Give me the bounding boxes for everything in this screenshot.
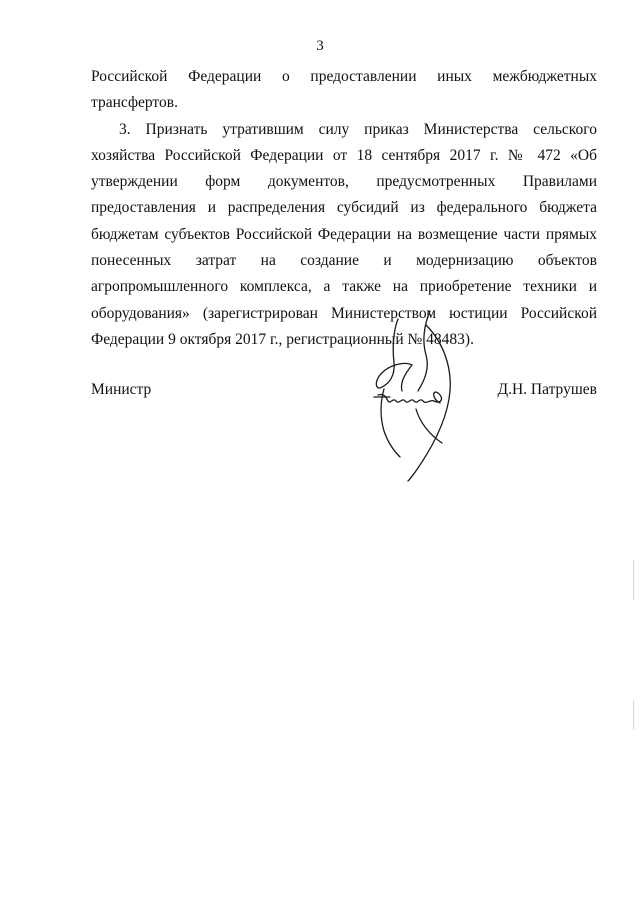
paragraph-item-3: 3. Признать утратившим силу приказ Министерства сельского хозяйства Российской Федерации от 18 сентября 2017 г. № 472 «Об утверждении форм документов, предусмотренных Правилами предоставления и распределения субсидий из федерального бюджета бюджетам субъектов Российской Федерации на возмещение части прямых понесенных затрат на создание и модернизацию объектов агропромышленного комплекса, а также на приобретение техники и оборудования» (зарегистрирован Министерством юстиции Российской Федерации 9 октября 2017 г., регистрационный № 48483). [91,120,597,348]
signature-block [91,381,597,405]
paragraph-continuation: Российской Федерации о предоставлении иных межбюджетных трансфертов. [91,68,597,112]
document-body [91,64,597,353]
scan-edge-mark [633,700,634,730]
page-number: 3 [316,38,324,54]
signatory-name: Д.Н. Патрушев [497,381,597,398]
scan-edge-mark [633,560,634,600]
signatory-position: Министр [91,381,152,398]
handwritten-signature [360,305,470,485]
